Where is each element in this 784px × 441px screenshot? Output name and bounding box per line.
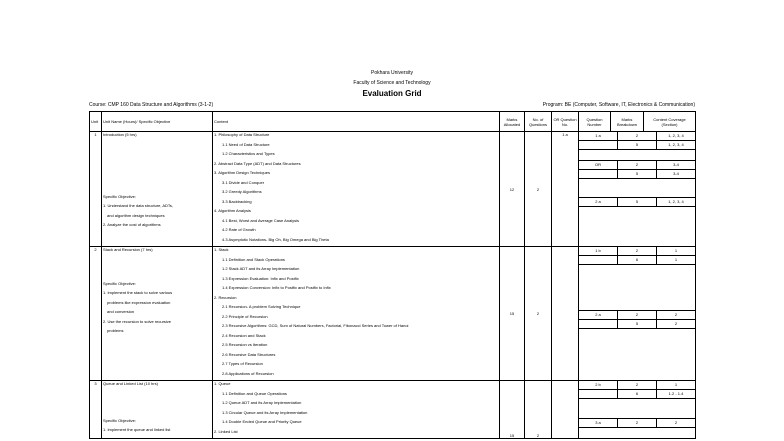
content-coverage: 2 [674,420,678,425]
marks-breakdown: 2 [618,247,657,255]
content-line: 3. Algorithm Design Techniques [214,170,270,175]
content-line: 1.2 Stack ADT and its Array Implementation [222,266,300,271]
content-line: 1.4 Double Ended Queue and Priority Queue [222,419,302,424]
breakdown-row [579,256,695,265]
col-question-number: Question Number [579,112,611,132]
evaluation-grid-table [89,111,696,439]
page-title: Evaluation Grid [362,89,422,98]
breakdown-row [579,160,695,170]
table-row [90,381,696,439]
breakdown-row [579,418,695,428]
objective-title: Specific Objective: [103,417,136,423]
content-line: 2. Linked List [214,428,238,434]
marks-breakdown: 5 [618,141,657,149]
breakdown-row [579,197,695,207]
university-name: Pokhara University [371,70,413,76]
unit-number: 2 [90,247,102,381]
content-line: 1.1 Definition and Queue Operations [222,390,287,396]
table-header-row [90,112,696,132]
question-number: 1 a [579,132,618,140]
content-line: 2.7 Types of Recursion [222,361,263,366]
marks-breakdown: 2 [618,381,657,389]
objective-line: 2. Use the recursion to solve recursive [103,318,172,324]
content-coverage: 1 [674,382,678,387]
content-line: 4.3 Asymptotic Notations- Big Oh, Big Omega and Big Theta [222,236,329,242]
marks-allocated: 15 [500,381,525,439]
content-line: 2.3 Recursive Algorithms: GCD, Sum of Natural Numbers, Factorial, Fibonacci Series and Tower of Hanoi [222,323,409,328]
objective-line: 2. Analyze the cost of algorithms [103,222,161,227]
marks-breakdown: 6 [618,256,657,264]
col-unit-name: Unit Name (Hours)/ Specific Objective [102,112,213,132]
breakdown-cell [579,247,696,381]
content-line: 2.5 Recursion vs Iteration [222,342,268,347]
content-coverage: 3-4 [673,162,679,167]
program-label: Program: BE (Computer, Software, IT, Electronics & Communication) [542,102,695,108]
content-coverage: 1.2 - 1.4 [668,391,684,396]
content-line: 2.4 Recursion and Stack [222,332,266,338]
content-coverage: 2 [674,321,678,326]
content-line: 2.2 Principle of Recursion [222,313,268,319]
question-number: 2 a [579,311,618,319]
unit-name: Stack and Recursion (7 hrs) [103,247,153,252]
breakdown-cell [579,381,696,439]
content-line: 1.4 Expression Conversion: Infix to Postfix and Postfix to Infix [222,285,331,290]
content-coverage: 3-4 [673,171,679,176]
question-number: 3 a [579,419,618,427]
breakdown-row [579,390,695,399]
marks-breakdown: 2 [618,132,657,140]
breakdown-row [579,381,695,390]
content-cell [213,247,500,381]
content-coverage: 1, 2, 3, 4 [668,142,684,147]
course-label: Course: CMP 160 Data Structure and Algorithms (3-1-2) [89,102,214,108]
content-line: 1.2 Queue ADT and its Array Implementation [222,400,302,405]
content-line: 1. Philosophy of Data Structure [214,132,270,137]
col-num-questions: No. of Questions [525,112,552,132]
content-line: 1.3 Expression Evaluation: Infix and Postfix [222,275,299,281]
faculty-name: Faculty of Science and Technology [353,80,431,86]
breakdown-row [579,132,695,141]
objective-line: and conversion [107,309,135,314]
content-line: 3.2 Greedy Algorithms [222,189,262,194]
content-line: 4. Algorithm Analysis [214,208,251,213]
content-coverage: 1 [674,248,678,253]
objective-line: 1. Implement the stack to solve various [103,290,173,295]
breakdown-row [579,141,695,150]
content-line: 1.1 Need of Data Structure [222,141,270,147]
objective-line: and algorithm design techniques [107,212,165,218]
num-questions: 2 [525,132,552,247]
question-number [579,256,618,264]
content-line: 2. Abstract Data Type (ADT) and Data Structures [214,160,301,166]
unit-name: Introduction (5 hrs) [103,132,137,137]
objective-line: 1. Implement the queue and linked list [103,427,171,432]
content-line: 3.3 Backtracking [222,198,252,204]
objective-line: 1. Understand the data structure, ADTs, [103,203,174,208]
col-or-question-no: OR Question No. [552,112,579,132]
content-line: 4.1 Best, Worst and Average Case Analysis [222,217,300,223]
unit-name: Queue and Linked List (10 hrs) [103,381,158,386]
question-number: OR [579,161,618,169]
table-row [90,132,696,247]
question-number [579,390,618,398]
objective-line: problems like expression evaluation [107,299,171,305]
unit-name-cell [102,247,213,381]
marks-allocated: 12 [500,132,525,247]
content-coverage: 1 [674,257,678,262]
objective-line: problems [107,328,124,333]
unit-number: 1 [90,132,102,247]
question-number [579,170,618,178]
unit-number: 3 [90,381,102,439]
marks-breakdown: 5 [618,198,657,206]
marks-breakdown: 6 [618,390,657,398]
objective-title: Specific Objective: [103,280,136,286]
content-line: 1.3 Circular Queue and its Array Implementation [222,409,308,415]
content-coverage: 1, 2, 3, 4 [668,133,684,138]
content-line: 3.1 Divide and Conquer [222,179,265,185]
col-content: Content [213,112,500,132]
marks-breakdown: 2 [618,419,657,427]
unit-name-cell [102,381,213,439]
question-number: 1 b [579,247,618,255]
content-line: 1. Queue [214,381,231,386]
num-questions: 2 [525,381,552,439]
breakdown-row [579,310,695,320]
col-marks-breakdown: Marks Breakdown [611,112,644,132]
objective-title: Specific Objective: [103,193,136,199]
num-questions: 2 [525,247,552,381]
content-coverage: 1, 2, 3, 4 [668,199,684,204]
question-number: 2 b [579,381,618,389]
breakdown-row [579,320,695,329]
content-line: 1.1 Definition and Stack Operations [222,256,285,262]
marks-breakdown: 5 [618,320,657,328]
question-number [579,141,618,149]
col-content-coverage: Content Coverage (Section) [644,112,696,132]
or-question-no [552,381,579,439]
table-row [90,247,696,381]
content-line: 1. Stack [214,247,229,252]
marks-breakdown: 2 [618,311,657,319]
content-coverage: 2 [674,312,678,317]
breakdown-cell [579,132,696,247]
content-line: 4.2 Rate of Growth [222,227,256,232]
breakdown-row [579,247,695,256]
col-marks: Marks Allocated [500,112,525,132]
content-line: 2.8 Applications of Recursion [222,370,274,376]
content-cell [213,381,500,439]
question-number: 2 a [579,198,618,206]
question-number [579,320,618,328]
marks-breakdown: 2 [618,161,657,169]
content-line: 2.1 Recursion- A problem Solving Technique [222,304,301,309]
breakdown-row [579,170,695,179]
marks-allocated: 15 [500,247,525,381]
content-line: 2. Recursion [214,294,237,300]
or-question-no [552,247,579,381]
unit-name-cell [102,132,213,247]
content-line: 1.2 Characteristics and Types [222,151,275,156]
content-line: 2.6 Recursive Data Structures [222,351,276,357]
content-cell [213,132,500,247]
or-question-no: 1 a [552,132,579,247]
col-unit: Unit [90,112,102,132]
marks-breakdown: 5 [618,170,657,178]
